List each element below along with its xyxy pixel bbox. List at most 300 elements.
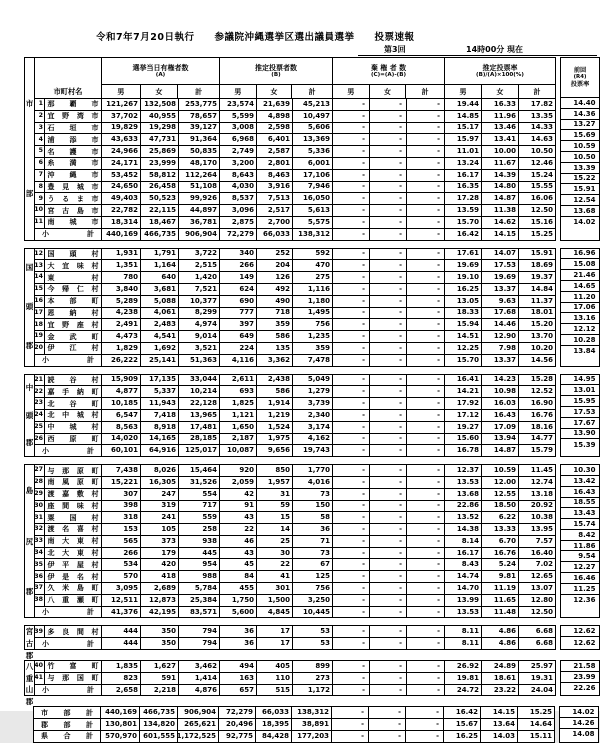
- col-c-female: -: [370, 559, 407, 570]
- col-c-total: -: [407, 319, 445, 330]
- section-box: [24, 248, 556, 367]
- col-a-female: 241: [141, 512, 179, 523]
- col-c-male: -: [333, 410, 370, 421]
- col-a-female: 319: [141, 501, 179, 512]
- col-rate-female: 11.96: [482, 111, 519, 122]
- header-group-3: [445, 58, 555, 98]
- col-a-male: 41,376: [102, 607, 141, 618]
- row-number: 31: [35, 512, 45, 523]
- col-rate-male: 14.85: [445, 111, 482, 122]
- col-c-female: -: [370, 170, 407, 181]
- col-a-female: 18,467: [141, 217, 179, 228]
- prev-rate: 14.36: [561, 109, 599, 120]
- col-a-male: 1,931: [102, 249, 141, 260]
- district-group-char: 古: [25, 639, 34, 649]
- col-rate-female: 16.03: [482, 398, 519, 409]
- prev-rate: 21.58: [561, 661, 599, 672]
- col-c-male: -: [333, 434, 370, 445]
- col-b-total: 138,312: [292, 707, 332, 718]
- municipality-name: 那覇市: [45, 99, 102, 110]
- col-c-male: -: [333, 260, 370, 271]
- col-a-male: 2,658: [102, 685, 141, 696]
- col-b-male: 163: [220, 673, 257, 684]
- col-c-total: -: [407, 284, 445, 295]
- col-b-total: 5,336: [293, 146, 333, 157]
- municipality-name: 今帰仁村: [45, 284, 102, 295]
- col-c-female: -: [370, 158, 407, 169]
- header-group-label: 棄 権 者 数: [370, 63, 407, 72]
- subtotal-label: 小 計: [35, 607, 102, 618]
- col-rate-total: 15.25: [530, 229, 553, 238]
- col-b-total: 10,445: [293, 607, 333, 618]
- municipality-row: [35, 343, 555, 355]
- col-a-total: 3,521: [179, 343, 220, 354]
- col-rate-male: 13.53: [445, 477, 482, 488]
- municipality-row: [35, 571, 555, 583]
- col-a-female: 22,115: [141, 205, 179, 216]
- prev-rate: 8.42: [561, 530, 599, 541]
- municipality-name: 宮古島市: [45, 205, 102, 216]
- prev-rate: 17.06: [561, 303, 599, 314]
- col-c-female: -: [370, 146, 407, 157]
- municipality-row: [35, 398, 555, 410]
- prev-rate: 15.74: [561, 519, 599, 530]
- col-c-male: -: [333, 638, 370, 649]
- col-rate-female: 9.81: [482, 571, 519, 582]
- col-rate-total: 13.07: [530, 583, 553, 592]
- col-a-total: 99,926: [179, 193, 220, 204]
- col-rate-male: 15.67: [444, 719, 481, 730]
- col-b-male: 43: [220, 548, 257, 559]
- municipality-row: [35, 410, 555, 422]
- municipality-name: 渡名喜村: [45, 524, 102, 535]
- col-b-female: 586: [257, 386, 293, 397]
- header-group-title-0: [102, 58, 219, 85]
- col-rate-male: 16.17: [445, 548, 482, 559]
- municipality-row: [35, 123, 555, 135]
- subtotal-row: [35, 229, 555, 240]
- district-group-column: [25, 626, 35, 660]
- col-b-total: 58: [293, 512, 333, 523]
- col-a-total: 5,784: [179, 583, 220, 594]
- col-rate-total: 11.37: [530, 296, 553, 305]
- municipality-name: 中城村: [45, 422, 102, 433]
- col-b-female: 15: [257, 512, 293, 523]
- col-rate-male: 16.78: [445, 445, 482, 456]
- col-a-male: 1,351: [102, 260, 141, 271]
- municipality-name: 座間味村: [45, 501, 102, 512]
- prev-rate: 16.43: [561, 487, 599, 498]
- municipality-name: うるま市: [45, 193, 102, 204]
- col-a-female: 11,943: [141, 398, 179, 409]
- col-rate-female: 14.39: [482, 170, 519, 181]
- col-c-male: -: [333, 272, 370, 283]
- row-number: 15: [35, 284, 45, 295]
- col-rate-female: 19.69: [482, 272, 519, 283]
- col-rate-female: 7.98: [482, 343, 519, 354]
- prev-rate: 13.01: [561, 385, 599, 396]
- header-sex-col: 計: [533, 87, 541, 96]
- subtotal-label: 小 計: [35, 685, 102, 696]
- prev-rate-header-line: (R4): [573, 74, 587, 81]
- table-section-1: [24, 248, 600, 367]
- col-b-total: 138,312: [293, 229, 333, 240]
- prev-rate-column: [560, 625, 600, 650]
- header-group-label: 推定投票者数: [255, 63, 297, 72]
- district-group-char: 頭: [25, 302, 34, 312]
- col-rate-female: 14.46: [482, 319, 519, 330]
- col-b-total: 4,162: [293, 434, 333, 445]
- row-number: 12: [35, 249, 45, 260]
- municipality-name: 北谷町: [45, 398, 102, 409]
- col-rate-female: 14.15: [481, 707, 518, 718]
- col-rate-total: 16.76: [530, 410, 553, 419]
- col-c-female: -: [370, 410, 407, 421]
- col-c-total: -: [407, 607, 445, 618]
- col-c-total: -: [407, 205, 445, 216]
- municipality-row: [35, 386, 555, 398]
- col-a-total: 83,571: [179, 607, 220, 618]
- row-number: 26: [35, 434, 45, 445]
- col-rate-male: 14.70: [445, 583, 482, 594]
- col-c-female: -: [370, 123, 407, 134]
- district-group-column: [25, 58, 35, 240]
- col-c-male: -: [333, 193, 370, 204]
- section-rows: [35, 465, 555, 617]
- col-c-female: -: [370, 272, 407, 283]
- col-a-female: 50,523: [141, 193, 179, 204]
- col-a-male: 10,185: [102, 398, 141, 409]
- prev-rate-subtotal: 14.02: [573, 218, 596, 227]
- col-a-female: 1,164: [141, 260, 179, 271]
- col-a-total: 31,526: [179, 477, 220, 488]
- col-a-female: 466,735: [141, 229, 179, 240]
- col-c-male: -: [333, 536, 370, 547]
- col-c-male: -: [333, 308, 370, 319]
- col-a-female: 5,088: [141, 296, 179, 307]
- col-a-total: 28,185: [179, 434, 220, 445]
- col-b-female: 4,845: [257, 607, 293, 618]
- col-c-total: -: [407, 501, 445, 512]
- col-c-female: -: [370, 111, 407, 122]
- municipality-name: 金武町: [45, 331, 102, 342]
- col-a-total: 794: [179, 626, 220, 637]
- col-a-female: 179: [141, 548, 179, 559]
- col-c-male: -: [333, 477, 370, 488]
- col-b-male: 340: [220, 249, 257, 260]
- district-group-char: 郡: [25, 696, 34, 706]
- prev-rate: 13.90: [561, 429, 599, 440]
- col-b-male: 10,087: [220, 445, 257, 456]
- header-sex-row: [333, 85, 444, 98]
- header-sex-col: 男: [102, 85, 141, 98]
- col-rate-male: 17.28: [445, 193, 482, 204]
- col-a-male: 398: [102, 501, 141, 512]
- prev-rate: 15.08: [561, 259, 599, 270]
- district-group-column: [25, 465, 35, 617]
- col-a-total: 48,170: [179, 158, 220, 169]
- col-rate-female: 14.15: [482, 229, 519, 240]
- col-a-male: 37,702: [102, 111, 141, 122]
- col-c-total: -: [407, 685, 445, 696]
- prev-rate-total: 14.26: [560, 718, 598, 729]
- row-number: 25: [35, 422, 45, 433]
- prev-rate-subtotal: 22.26: [573, 684, 596, 693]
- col-rate-male: 19.27: [445, 422, 482, 433]
- district-group-char: 郡: [25, 437, 34, 447]
- row-number: 22: [35, 386, 45, 397]
- col-rate-female: 9.63: [482, 296, 519, 307]
- prev-rate: 15.22: [561, 174, 599, 185]
- col-b-female: 84,428: [256, 731, 292, 742]
- col-b-male: 2,611: [220, 375, 257, 386]
- col-a-female: 26,458: [141, 182, 179, 193]
- col-b-male: 43: [220, 512, 257, 523]
- prev-rate: 18.55: [561, 498, 599, 509]
- col-c-male: -: [333, 343, 370, 354]
- municipality-row: [35, 284, 555, 296]
- col-b-male: 8,537: [220, 193, 257, 204]
- subtotal-label: 小 計: [35, 445, 102, 456]
- col-a-male: 22,782: [102, 205, 141, 216]
- row-number: 3: [35, 123, 45, 134]
- col-rate-male: 17.61: [445, 249, 482, 260]
- col-rate-female: 14.07: [482, 249, 519, 260]
- col-b-female: 1,219: [257, 410, 293, 421]
- col-c-total: -: [406, 719, 444, 730]
- col-rate-total: 15.11: [529, 731, 552, 740]
- municipality-row: [35, 583, 555, 595]
- prev-rate: 10.30: [561, 465, 599, 476]
- col-rate-male: 15.97: [445, 134, 482, 145]
- col-b-female: 405: [257, 661, 293, 672]
- col-b-male: 1,750: [220, 595, 257, 606]
- col-rate-total: 18.69: [530, 261, 553, 270]
- district-group-label: [25, 58, 34, 240]
- col-a-male: 307: [102, 489, 141, 500]
- col-a-total: 794: [179, 638, 220, 649]
- col-c-total: -: [407, 343, 445, 354]
- municipality-name: 北大東村: [45, 548, 102, 559]
- col-b-male: 693: [220, 386, 257, 397]
- col-a-male: 6,547: [102, 410, 141, 421]
- col-rate-male: 13.59: [445, 205, 482, 216]
- table-header: [35, 58, 555, 99]
- municipality-name: 読谷村: [45, 375, 102, 386]
- col-rate-female: 14.62: [482, 217, 519, 228]
- col-c-total: -: [407, 465, 445, 476]
- col-rate-total: 15.79: [530, 446, 553, 455]
- col-rate-female: 4.86: [482, 626, 519, 637]
- col-rate-total: 15.55: [530, 182, 553, 191]
- col-b-male: 149: [220, 272, 257, 283]
- col-c-female: -: [370, 583, 407, 594]
- municipality-name: 国頭村: [45, 249, 102, 260]
- col-c-male: -: [333, 685, 370, 696]
- col-rate-male: 19.10: [445, 272, 482, 283]
- col-b-female: 7,513: [257, 193, 293, 204]
- section-box: [24, 374, 556, 458]
- prev-rate-column: [560, 374, 600, 458]
- col-a-female: 591: [141, 673, 179, 684]
- subtotal-label: 小 計: [35, 229, 102, 240]
- district-group-char: 八: [25, 662, 34, 672]
- col-a-female: 25,869: [141, 146, 179, 157]
- row-number: 28: [35, 477, 45, 488]
- col-a-male: 1,829: [102, 343, 141, 354]
- col-a-male: 14,020: [102, 434, 141, 445]
- col-a-total: 91,364: [179, 134, 220, 145]
- municipality-name: 石垣市: [45, 123, 102, 134]
- col-a-total: 8,299: [179, 308, 220, 319]
- col-rate-male: 16.25: [444, 731, 481, 742]
- district-group-char: 山: [25, 685, 34, 695]
- col-rate-total: 14.77: [530, 434, 553, 443]
- prev-rate: 11.25: [561, 584, 599, 595]
- municipality-row: [35, 146, 555, 158]
- col-rate-male: 15.94: [445, 319, 482, 330]
- col-c-total: -: [407, 595, 445, 606]
- col-rate-female: 14.23: [482, 375, 519, 386]
- col-c-total: -: [407, 571, 445, 582]
- col-b-total: 1,180: [293, 296, 333, 307]
- col-a-male: 570,970: [101, 731, 140, 742]
- col-a-female: 42,195: [141, 607, 179, 618]
- col-b-total: 125: [293, 571, 333, 582]
- col-a-female: 64,916: [141, 445, 179, 456]
- municipality-name: 沖縄市: [45, 170, 102, 181]
- municipality-row: [35, 99, 555, 111]
- col-c-female: -: [370, 296, 407, 307]
- col-c-female: -: [370, 398, 407, 409]
- col-a-female: 47,731: [141, 134, 179, 145]
- col-b-male: 91: [220, 501, 257, 512]
- header-group-0: [102, 58, 220, 98]
- col-a-total: 954: [179, 559, 220, 570]
- col-b-male: 20,496: [219, 719, 256, 730]
- prev-rate-column: [560, 248, 600, 367]
- col-rate-male: 13.68: [445, 489, 482, 500]
- col-c-male: -: [332, 719, 369, 730]
- col-b-total: 756: [293, 319, 333, 330]
- col-b-male: 36: [220, 626, 257, 637]
- col-c-male: -: [333, 501, 370, 512]
- col-b-total: 899: [293, 661, 333, 672]
- col-a-total: 22,128: [179, 398, 220, 409]
- municipality-row: [35, 422, 555, 434]
- prev-rate-subtotal: 15.39: [573, 440, 596, 449]
- col-c-female: -: [370, 134, 407, 145]
- col-b-total: 470: [293, 260, 333, 271]
- col-a-female: 40,955: [141, 111, 179, 122]
- col-b-male: 92,775: [219, 731, 256, 742]
- col-b-female: 1,957: [257, 477, 293, 488]
- municipality-row: [35, 158, 555, 170]
- prev-rate: 11.20: [561, 292, 599, 303]
- col-c-female: -: [370, 331, 407, 342]
- col-b-total: 6,001: [293, 158, 333, 169]
- header-sex-row: [220, 85, 332, 98]
- municipality-row: [35, 249, 555, 261]
- row-number: 19: [35, 331, 45, 342]
- col-c-total: -: [407, 583, 445, 594]
- col-a-total: 265,621: [178, 719, 219, 730]
- col-a-male: 24,966: [102, 146, 141, 157]
- col-rate-male: 19.69: [445, 260, 482, 271]
- col-c-female: -: [370, 355, 407, 366]
- row-number: 6: [35, 158, 45, 169]
- col-rate-total: 15.24: [530, 170, 553, 179]
- col-rate-male: 26.92: [445, 661, 482, 672]
- col-b-total: 13,369: [293, 134, 333, 145]
- col-c-male: -: [332, 731, 369, 742]
- col-rate-female: 6.22: [482, 512, 519, 523]
- total-label: 県 合 計: [34, 731, 101, 742]
- col-a-total: 13,965: [179, 410, 220, 421]
- col-b-male: 72,279: [220, 229, 257, 240]
- col-a-female: 8,026: [141, 465, 179, 476]
- col-b-female: 492: [257, 284, 293, 295]
- col-c-female: -: [370, 308, 407, 319]
- col-b-female: 301: [257, 583, 293, 594]
- totals-prev-rate-column: [559, 706, 599, 742]
- col-b-male: 6,968: [220, 134, 257, 145]
- header-group-formula: (B): [271, 72, 281, 79]
- col-a-male: 3,095: [102, 583, 141, 594]
- prev-rate: 15.91: [561, 184, 599, 195]
- col-b-male: 46: [220, 536, 257, 547]
- municipality-name: 多良間村: [45, 626, 102, 637]
- col-a-male: 15,909: [102, 375, 141, 386]
- prev-rate: 11.86: [561, 541, 599, 552]
- col-c-total: -: [407, 158, 445, 169]
- col-b-total: 1,172: [293, 685, 333, 696]
- status-underline: [358, 55, 597, 56]
- prev-rate: 13.42: [561, 476, 599, 487]
- district-group-label: [25, 465, 34, 617]
- col-c-total: -: [407, 661, 445, 672]
- col-rate-female: 12.90: [482, 331, 519, 342]
- col-b-male: 72,279: [219, 707, 256, 718]
- col-c-total: -: [407, 260, 445, 271]
- row-number: 32: [35, 524, 45, 535]
- municipality-row: [35, 548, 555, 560]
- col-a-male: 3,840: [102, 284, 141, 295]
- table-section-0: [24, 57, 600, 241]
- district-group-char: 部: [25, 189, 34, 199]
- col-rate-female: 16.43: [482, 410, 519, 421]
- col-b-total: 3,174: [293, 422, 333, 433]
- col-c-female: -: [370, 319, 407, 330]
- municipality-row: [35, 524, 555, 536]
- col-rate-total: 14.84: [530, 284, 553, 293]
- prev-rate-column: [560, 464, 600, 618]
- col-a-female: 2,689: [141, 583, 179, 594]
- col-a-male: 2,491: [102, 319, 141, 330]
- col-a-total: 559: [179, 512, 220, 523]
- col-a-male: 26,222: [102, 355, 141, 366]
- col-b-female: 66,033: [257, 229, 293, 240]
- col-c-male: -: [333, 182, 370, 193]
- col-a-male: 18,314: [102, 217, 141, 228]
- col-c-female: -: [370, 489, 407, 500]
- col-c-total: -: [407, 434, 445, 445]
- municipality-row: [35, 272, 555, 284]
- col-a-total: 10,214: [179, 386, 220, 397]
- col-c-female: -: [369, 731, 406, 742]
- col-c-male: -: [333, 512, 370, 523]
- col-a-male: 823: [102, 673, 141, 684]
